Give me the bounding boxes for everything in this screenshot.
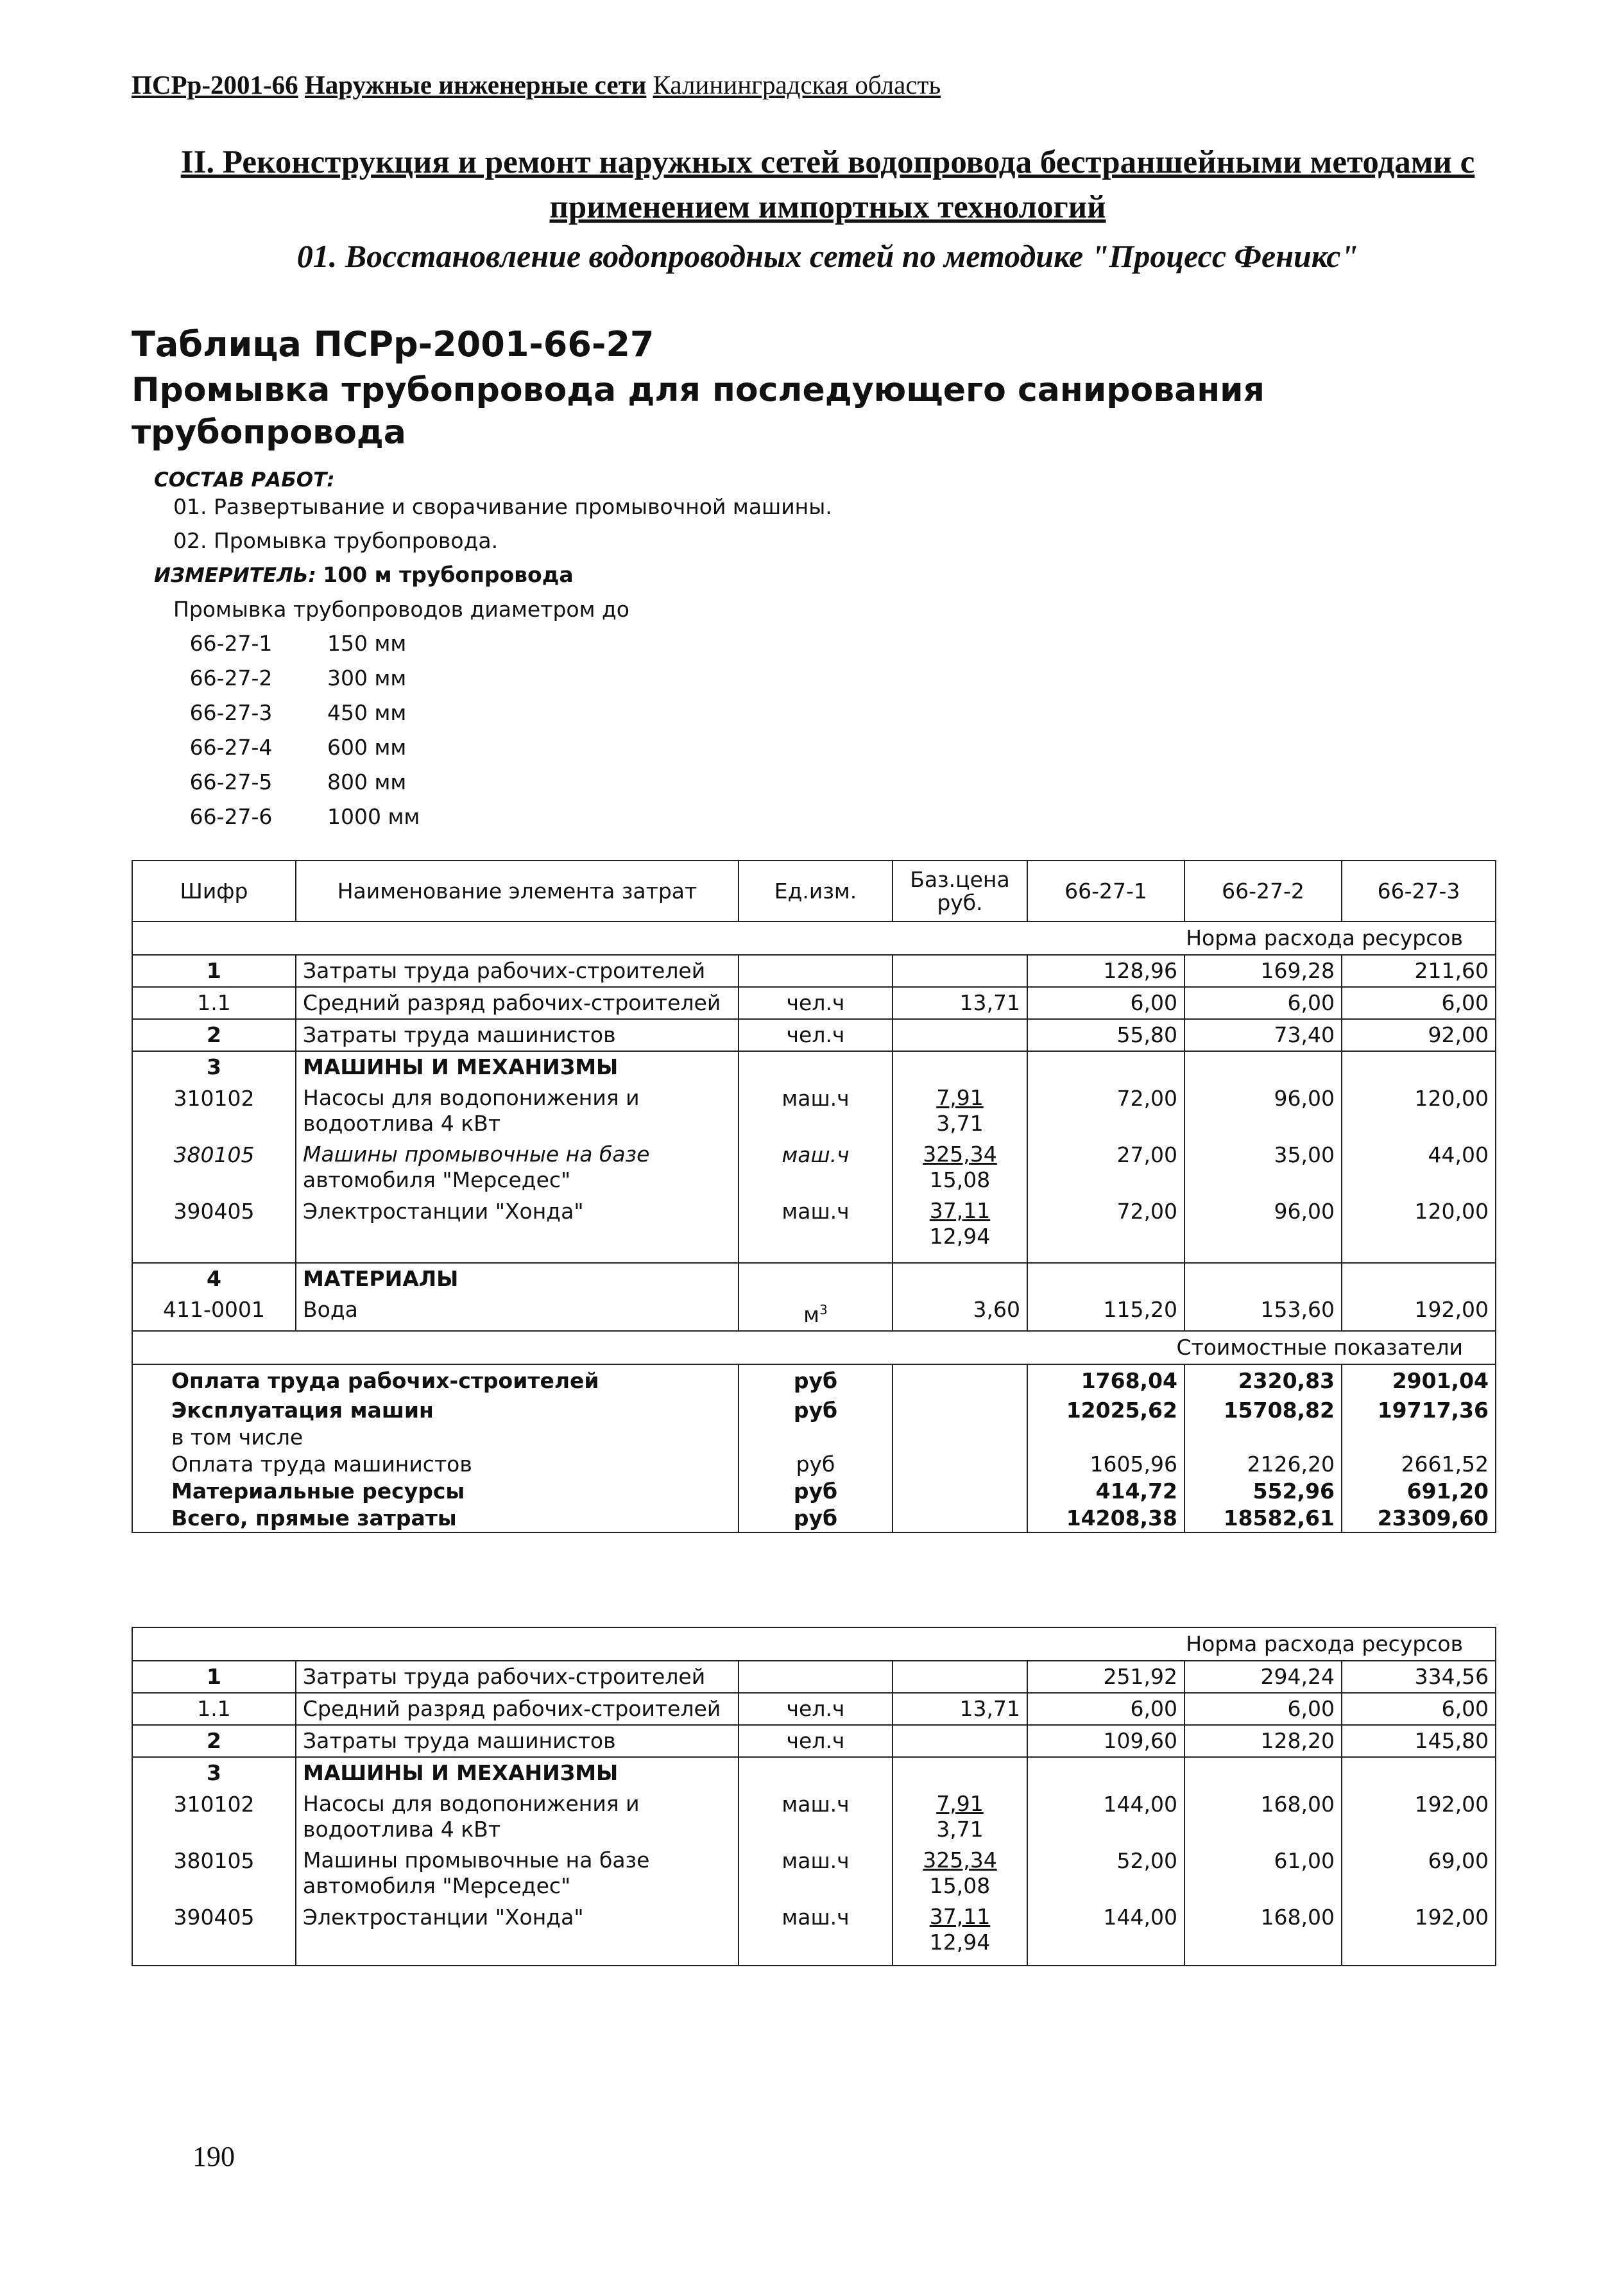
value: 109,60: [1027, 1725, 1184, 1757]
row-code: 310102: [132, 1788, 296, 1845]
subsection-title: 01. Восстановление водопроводных сетей по методике "Процесс Феникс": [296, 238, 1359, 274]
value: 6,00: [1027, 1693, 1184, 1725]
table-row: [132, 1757, 1496, 1788]
cost-unit: руб: [739, 1478, 893, 1505]
value: 27,00: [1027, 1139, 1184, 1196]
code: 66-27-6: [189, 804, 273, 829]
row-price: 37,11: [929, 1198, 991, 1223]
row-unit: м: [803, 1302, 820, 1327]
row-price: 7,91: [936, 1085, 984, 1110]
size: 800 мм: [327, 769, 407, 794]
col-price: Баз.цена руб.: [893, 861, 1027, 922]
table-row: [132, 1083, 1496, 1139]
size: 150 мм: [327, 631, 407, 656]
measure-value: 100 м трубопровода: [323, 562, 574, 587]
band-cost: [132, 1331, 1496, 1364]
table-row: [132, 1263, 1496, 1294]
row-price: 3,60: [893, 1294, 1027, 1331]
row-price: 325,34: [923, 1142, 997, 1167]
band-label: Стоимостные показатели: [132, 1331, 1496, 1364]
row-unit: чел.ч: [739, 987, 893, 1019]
table-code: Таблица ПСРр-2001-66-27: [132, 324, 654, 365]
value: 192,00: [1342, 1901, 1496, 1966]
code: 66-27-3: [189, 700, 273, 725]
value: 92,00: [1342, 1019, 1496, 1051]
col-name: Наименование элемента затрат: [296, 861, 739, 922]
row-code: 310102: [132, 1083, 296, 1139]
table-row: [132, 1051, 1496, 1083]
row-code: 3: [132, 1757, 296, 1788]
value: 44,00: [1342, 1139, 1496, 1196]
cost-table-continued: [132, 1627, 1496, 1966]
value: 145,80: [1342, 1725, 1496, 1757]
row-name: Насосы для водопонижения и: [303, 1085, 640, 1110]
value: 2661,52: [1342, 1451, 1496, 1478]
value: 72,00: [1027, 1083, 1184, 1139]
value: 144,00: [1027, 1901, 1184, 1966]
code: 66-27-2: [189, 665, 273, 690]
table-row: [132, 1196, 1496, 1263]
value: 2126,20: [1184, 1451, 1342, 1478]
col-66-27-2: 66-27-2: [1184, 861, 1342, 922]
row-price: 3,71: [936, 1817, 984, 1842]
cost-unit: руб: [739, 1451, 893, 1478]
row-code: 380105: [132, 1139, 296, 1196]
value: 6,00: [1184, 987, 1342, 1019]
value: 169,28: [1184, 955, 1342, 987]
value: 14208,38: [1027, 1505, 1184, 1532]
code: 66-27-1: [189, 631, 273, 656]
value: 128,96: [1027, 955, 1184, 987]
row-name: МАТЕРИАЛЫ: [296, 1263, 739, 1294]
table-row: [132, 1788, 1496, 1845]
value: 52,00: [1027, 1845, 1184, 1901]
measure-line: [154, 562, 574, 587]
size: 450 мм: [327, 700, 407, 725]
row-code: 2: [132, 1019, 296, 1051]
row-price: 15,08: [929, 1873, 991, 1898]
table-row: [132, 987, 1496, 1019]
value: 251,92: [1027, 1661, 1184, 1693]
col-cipher: Шифр: [132, 861, 296, 922]
work-item: 02. Промывка трубопровода.: [173, 528, 499, 553]
band-label: Норма расхода ресурсов: [132, 1627, 1496, 1661]
value: 120,00: [1342, 1196, 1496, 1263]
cost-name: Материальные ресурсы: [132, 1478, 739, 1505]
code-row: [135, 804, 456, 829]
row-code: 1: [132, 1661, 296, 1693]
value: 294,24: [1184, 1661, 1342, 1693]
value: 35,00: [1184, 1139, 1342, 1196]
value: 192,00: [1342, 1788, 1496, 1845]
row-code: 390405: [132, 1901, 296, 1966]
row-unit: чел.ч: [739, 1019, 893, 1051]
row-unit: маш.ч: [739, 1083, 893, 1139]
value: 128,20: [1184, 1725, 1342, 1757]
row-price: 12,94: [929, 1224, 991, 1249]
value: 414,72: [1027, 1478, 1184, 1505]
row-name: Затраты труда машинистов: [296, 1725, 739, 1757]
code: 66-27-5: [189, 769, 273, 794]
col-unit: Ед.изм.: [739, 861, 893, 922]
table-row: [132, 1693, 1496, 1725]
value: 192,00: [1342, 1294, 1496, 1331]
work-heading: СОСТАВ РАБОТ:: [154, 468, 335, 492]
row-code: 3: [132, 1051, 296, 1083]
cost-table: [132, 860, 1496, 1533]
col-66-27-1: 66-27-1: [1027, 861, 1184, 922]
row-name: Затраты труда рабочих-строителей: [296, 1661, 739, 1693]
cost-name: Эксплуатация машин: [132, 1397, 739, 1424]
cost-unit: руб: [739, 1364, 893, 1397]
cost-row: [132, 1505, 1496, 1532]
section-title: II. Реконструкция и ремонт наружных сетей водопровода бестраншейными методами с применением импортных технологий: [180, 144, 1475, 225]
code-row: [135, 700, 456, 725]
cost-name: Всего, прямые затраты: [132, 1505, 739, 1532]
cost-row: [132, 1364, 1496, 1397]
cost-row: [132, 1424, 1496, 1451]
value: 552,96: [1184, 1478, 1342, 1505]
table-row: [132, 1139, 1496, 1196]
row-name: Электростанции "Хонда": [296, 1901, 739, 1966]
row-name: Машины промывочные на базе: [303, 1142, 650, 1167]
row-unit: чел.ч: [739, 1693, 893, 1725]
col-66-27-3: 66-27-3: [1342, 861, 1496, 922]
cost-row: [132, 1451, 1496, 1478]
row-code: 4: [132, 1263, 296, 1294]
cost-name: Оплата труда машинистов: [132, 1451, 739, 1478]
cost-name: в том числе: [132, 1424, 739, 1451]
page-number: 190: [192, 2141, 235, 2172]
row-name: водоотлива 4 кВт: [303, 1111, 501, 1136]
row-unit: маш.ч: [739, 1788, 893, 1845]
row-code: 1.1: [132, 987, 296, 1019]
row-name: МАШИНЫ И МЕХАНИЗМЫ: [296, 1051, 739, 1083]
size: 600 мм: [327, 735, 407, 760]
value: 144,00: [1027, 1788, 1184, 1845]
table-title: Промывка трубопровода для последующего санирования трубопровода: [132, 371, 1265, 452]
value: 153,60: [1184, 1294, 1342, 1331]
diameter-line: Промывка трубопроводов диаметром до: [173, 597, 629, 622]
row-unit: маш.ч: [739, 1845, 893, 1901]
value: 73,40: [1184, 1019, 1342, 1051]
code-row: [135, 735, 456, 760]
value: 6,00: [1027, 987, 1184, 1019]
table-row: [132, 1901, 1496, 1966]
value: 55,80: [1027, 1019, 1184, 1051]
row-name: Вода: [296, 1294, 739, 1331]
value: 6,00: [1184, 1693, 1342, 1725]
value: 211,60: [1342, 955, 1496, 987]
table-row: [132, 1845, 1496, 1901]
value: 334,56: [1342, 1661, 1496, 1693]
value: 6,00: [1342, 1693, 1496, 1725]
value: 96,00: [1184, 1083, 1342, 1139]
value: 115,20: [1027, 1294, 1184, 1331]
work-item: 01. Развертывание и сворачивание промывочной машины.: [173, 494, 832, 519]
code-row: [135, 769, 456, 794]
code: 66-27-4: [189, 735, 273, 760]
value: 168,00: [1184, 1901, 1342, 1966]
value: 2901,04: [1342, 1364, 1496, 1397]
value: 2320,83: [1184, 1364, 1342, 1397]
value: 72,00: [1027, 1196, 1184, 1263]
row-price: 325,34: [923, 1848, 997, 1873]
row-name: Затраты труда машинистов: [296, 1019, 739, 1051]
value: 120,00: [1342, 1083, 1496, 1139]
row-name: Электростанции "Хонда": [296, 1196, 739, 1263]
row-unit-sup: 3: [819, 1302, 828, 1317]
band-label: Норма расхода ресурсов: [132, 922, 1496, 955]
running-header: [132, 69, 941, 100]
row-name: Насосы для водопонижения и: [303, 1791, 640, 1816]
row-price: 13,71: [893, 987, 1027, 1019]
cost-row: [132, 1397, 1496, 1424]
value: 1605,96: [1027, 1451, 1184, 1478]
code-row: [135, 631, 456, 656]
size: 1000 мм: [327, 804, 420, 829]
value: 1768,04: [1027, 1364, 1184, 1397]
table-row: [132, 1294, 1496, 1331]
measure-label: ИЗМЕРИТЕЛЬ:: [154, 564, 316, 587]
value: 23309,60: [1342, 1505, 1496, 1532]
code-row: [135, 665, 456, 690]
cost-name: Оплата труда рабочих-строителей: [132, 1364, 739, 1397]
value: 12025,62: [1027, 1397, 1184, 1424]
value: 168,00: [1184, 1788, 1342, 1845]
band-norm: [132, 1627, 1496, 1661]
value: 61,00: [1184, 1845, 1342, 1901]
table-row: [132, 1661, 1496, 1693]
row-name: автомобиля "Мерседес": [303, 1873, 571, 1898]
value: 691,20: [1342, 1478, 1496, 1505]
value: 15708,82: [1184, 1397, 1342, 1424]
header-region: Калининградская область: [653, 70, 941, 99]
row-code: 390405: [132, 1196, 296, 1263]
row-name: автомобиля "Мерседес": [303, 1167, 571, 1192]
header-name: Наружные инженерные сети: [304, 70, 647, 99]
row-unit: чел.ч: [739, 1725, 893, 1757]
band-norm: [132, 922, 1496, 955]
table-row: [132, 1725, 1496, 1757]
row-price: 13,71: [893, 1693, 1027, 1725]
row-code: 380105: [132, 1845, 296, 1901]
size: 300 мм: [327, 665, 407, 690]
row-name: Средний разряд рабочих-строителей: [296, 1693, 739, 1725]
value: 96,00: [1184, 1196, 1342, 1263]
row-price: 15,08: [929, 1167, 991, 1192]
row-price: 3,71: [936, 1111, 984, 1136]
row-name: Затраты труда рабочих-строителей: [296, 955, 739, 987]
row-code: 2: [132, 1725, 296, 1757]
row-name: Машины промывочные на базе: [303, 1848, 650, 1873]
value: 19717,36: [1342, 1397, 1496, 1424]
value: 69,00: [1342, 1845, 1496, 1901]
row-price: 12,94: [929, 1930, 991, 1955]
row-name: МАШИНЫ И МЕХАНИЗМЫ: [296, 1757, 739, 1788]
row-code: 411-0001: [132, 1294, 296, 1331]
table-row: [132, 1019, 1496, 1051]
row-unit: маш.ч: [739, 1901, 893, 1966]
table-row: [132, 955, 1496, 987]
cost-unit: руб: [739, 1397, 893, 1424]
row-name: водоотлива 4 кВт: [303, 1817, 501, 1842]
header-code: ПСРр-2001-66: [132, 70, 298, 99]
value: 6,00: [1342, 987, 1496, 1019]
row-price: 7,91: [936, 1791, 984, 1816]
row-code: 1.1: [132, 1693, 296, 1725]
row-unit: маш.ч: [739, 1196, 893, 1263]
cost-row: [132, 1478, 1496, 1505]
row-unit: маш.ч: [739, 1139, 893, 1196]
row-code: 1: [132, 955, 296, 987]
row-price: 37,11: [929, 1904, 991, 1929]
value: 18582,61: [1184, 1505, 1342, 1532]
row-name: Средний разряд рабочих-строителей: [296, 987, 739, 1019]
cost-unit: руб: [739, 1505, 893, 1532]
